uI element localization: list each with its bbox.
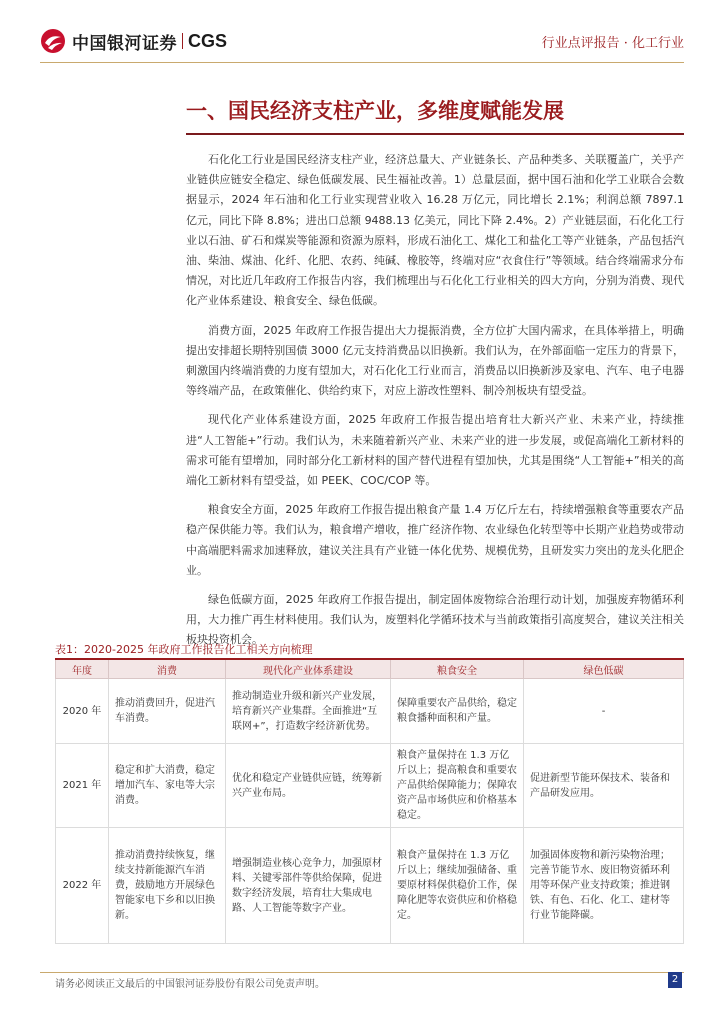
footer-disclaimer: 请务必阅读正文最后的中国银河证券股份有限公司免责声明。 (55, 979, 325, 990)
paragraph-food-security: 粮食安全方面，2025 年政府工作报告提出粮食产量 1.4 万亿斤左右，持续增强粮食等重要农产品稳产保供能力等。我们认为，粮食增产增收，推广经济作物、农业绿色化转型等中长期产业趋势或带动中高端肥料需求加速释放，建议关注具有产业链一体化优势、规模优势，且研发实力突出的龙头化肥企业。 (186, 503, 684, 577)
cell-industry: 推动制造业升级和新兴产业发展，培育新兴产业集群。全面推进“互联网+”，打造数字经济新优势。 (226, 679, 391, 744)
page-header (0, 0, 724, 70)
cell-green: 加强固体废物和新污染物治理；完善节能节水、废旧物资循环利用等环保产业支持政策；推进钢铁、有色、石化、化工、建材等行业节能降碳。 (524, 828, 684, 944)
company-logo (40, 28, 227, 54)
page-number: 2 (668, 972, 682, 988)
table-row (56, 679, 684, 744)
header-year: 年度 (56, 659, 109, 679)
header-green: 绿色低碳 (524, 659, 684, 679)
report-body (186, 150, 684, 660)
table-header-row (56, 659, 684, 679)
cell-food: 保障重要农产品供给，稳定粮食播种面积和产量。 (391, 679, 524, 744)
report-type-label: 行业点评报告 · 化工行业 (541, 36, 684, 51)
logo-divider (182, 33, 183, 49)
cell-consumption: 推动消费回升，促进汽车消费。 (109, 679, 226, 744)
table-row (56, 744, 684, 828)
cell-consumption: 推动消费持续恢复，继续支持新能源汽车消费，鼓励地方开展绿色智能家电下乡和以旧换新。 (109, 828, 226, 944)
cell-year: 2020 年 (56, 679, 109, 744)
cgs-logo-icon (40, 28, 66, 54)
cell-green: - (524, 679, 684, 744)
header-divider (40, 62, 684, 63)
cell-year: 2022 年 (56, 828, 109, 944)
title-underline (186, 133, 684, 135)
cell-industry: 优化和稳定产业链供应链，统筹新兴产业布局。 (226, 744, 391, 828)
cell-food: 粮食产量保持在 1.3 万亿斤以上；继续加强储备、重要原材料保供稳价工作，保障化肥等农资供应和价格稳定。 (391, 828, 524, 944)
cell-industry: 增强制造业核心竞争力，加强原材料、关键零部件等供给保障，促进数字经济发展，培育壮大集成电路、人工智能等数字产业。 (226, 828, 391, 944)
section-title: 一、国民经济支柱产业，多维度赋能发展 (186, 98, 564, 123)
cell-green: 促进新型节能环保技术、装备和产品研发应用。 (524, 744, 684, 828)
header-consumption: 消费 (109, 659, 226, 679)
footer-divider (40, 972, 684, 973)
paragraph-green-low-carbon: 绿色低碳方面，2025 年政府工作报告提出，制定固体废物综合治理行动计划，加强废弃物循环利用，大力推广再生材料使用。我们认为，废塑料化学循环技术与当前政策指引高度契合，建议关注相关板块投资机会。 (186, 593, 684, 647)
policy-direction-table (55, 658, 684, 944)
cell-year: 2021 年 (56, 744, 109, 828)
header-food: 粮食安全 (391, 659, 524, 679)
table-caption: 表1：2020-2025 年政府工作报告化工相关方向梳理 (55, 643, 313, 656)
header-industry: 现代化产业体系建设 (226, 659, 391, 679)
paragraph-industry-system: 现代化产业体系建设方面，2025 年政府工作报告提出培育壮大新兴产业、未来产业，持续推进“人工智能+”行动。我们认为，未来随着新兴产业、未来产业的进一步发展，或促高端化工新材料的需求可能有望增加，同时部分化工新材料的国产替代进程有望加快，尤其是围绕“人工智能+”相关的高端化工新材料有望受益，如 PEEK、COC/COP 等。 (186, 413, 684, 488)
cell-food: 粮食产量保持在 1.3 万亿斤以上；提高粮食和重要农产品供给保障能力；保障农资产品市场供应和价格基本稳定。 (391, 744, 524, 828)
cell-consumption: 稳定和扩大消费，稳定增加汽车、家电等大宗消费。 (109, 744, 226, 828)
paragraph-consumption: 消费方面，2025 年政府工作报告提出大力提振消费，全方位扩大国内需求，在具体举措上，明确提出安排超长期特别国债 3000 亿元支持消费品以旧换新。我们认为，在外部面临一定压力的背景下，刺激国内终端消费的力度有望加大，对石化化工行业而言，消费品以旧换新涉及家电、汽车、电子电器等终端产品，在政策催化、供给约束下，对应上游改性塑料、制冷剂板块有望受益。 (186, 323, 684, 398)
paragraph-overview: 石化化工行业是国民经济支柱产业，经济总量大、产业链条长、产品种类多、关联覆盖广，关乎产业链供应链安全稳定、绿色低碳发展、民生福祉改善。1）总量层面，据中国石油和化学工业联合会数据显示，2024 年石油和化工行业实现营业收入 16.28 万亿元，同比增长 2.1%；利润总额 7897.1 亿元，同比下降 8.8%；进出口总额 9488.13 亿美元，同比下降 2.4%。2）产业链层面，石化化工行业以石油、矿石和煤炭等能源和资源为原料，形成石油化工、煤化工和盐化工等产业链条，产品包括汽油、柴油、煤油、化纤、化肥、农药、纯碱、橡胶等，终端对应“衣食住行”等领域。结合终端需求分布情况，对比近几年政府工作报告内容，我们梳理出与石化化工行业相关的四大方向，分别为消费、现代化产业体系建设、粮食安全、绿色低碳。 (186, 153, 684, 308)
table-row (56, 828, 684, 944)
logo-english-name: CGS (188, 30, 228, 51)
logo-chinese-name: 中国银河证券 (72, 33, 177, 54)
